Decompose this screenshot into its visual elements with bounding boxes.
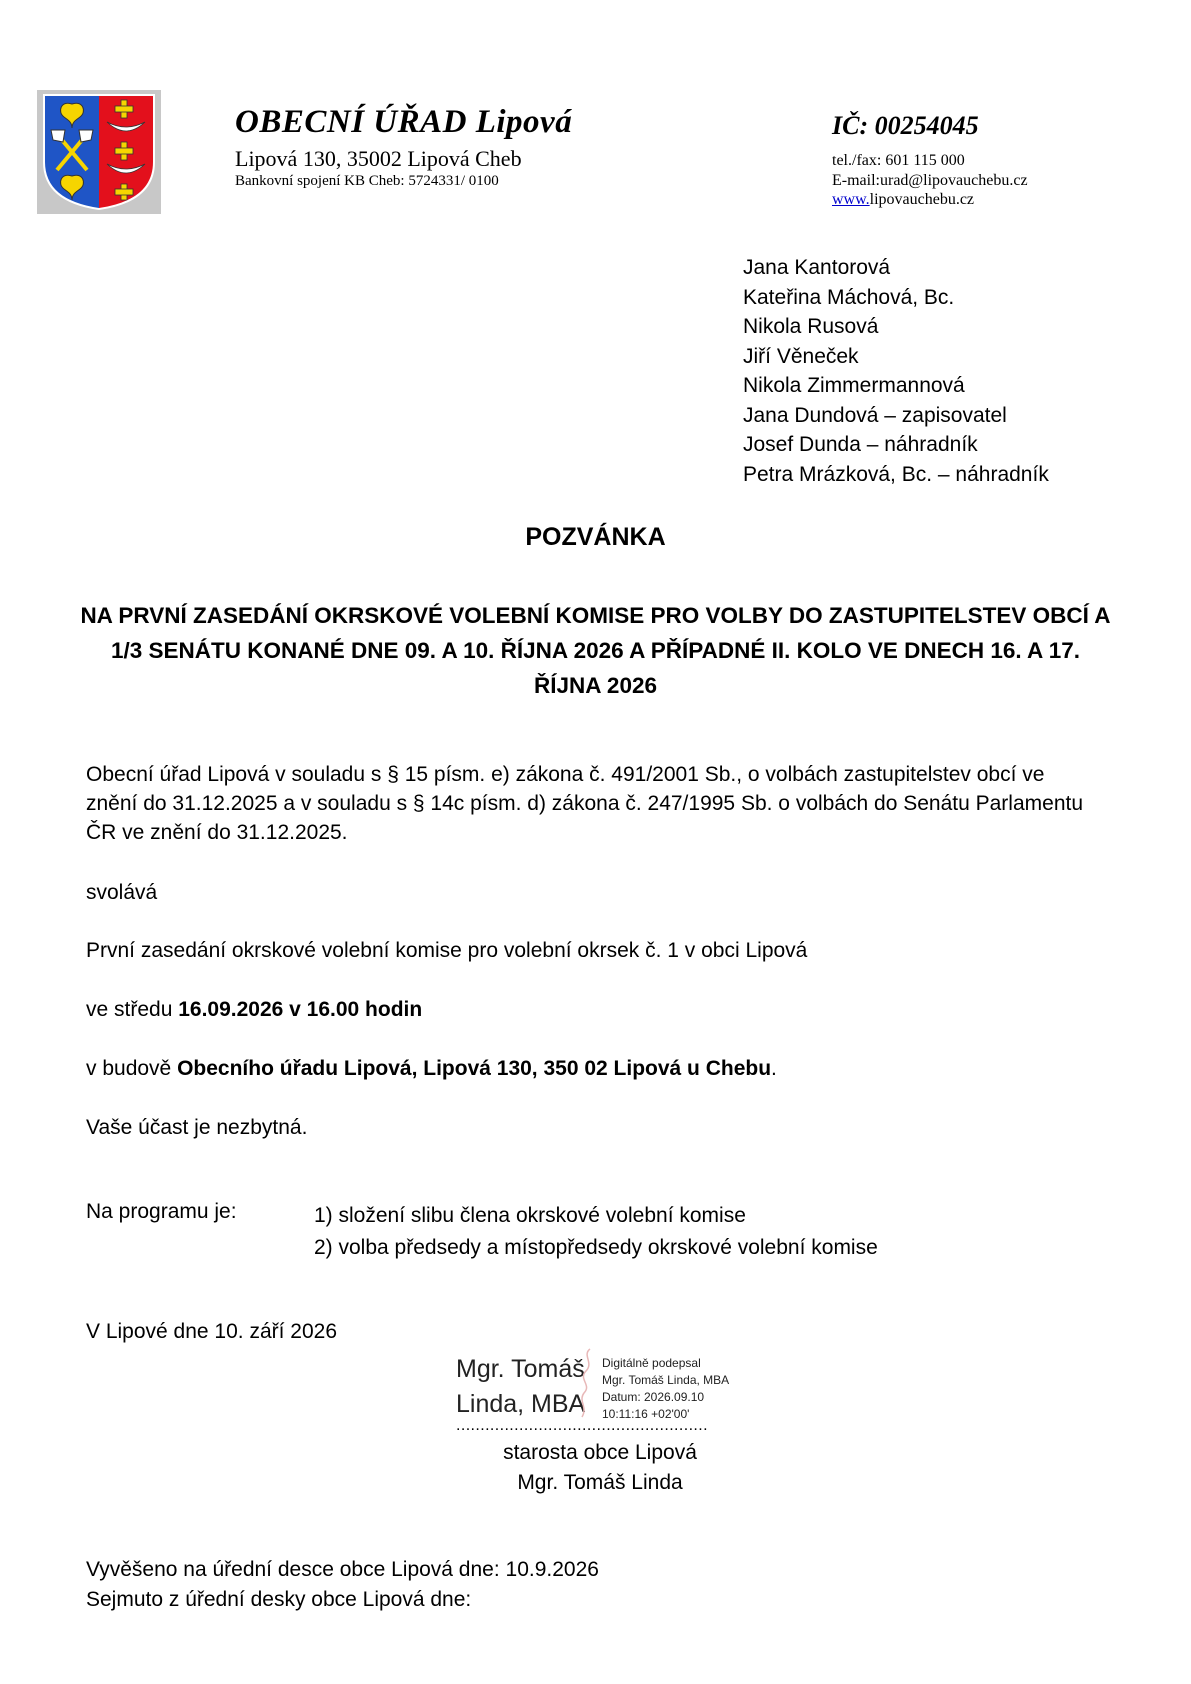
- recipient: Kateřina Máchová, Bc.: [743, 285, 955, 309]
- attendance-note: Vaše účast je nezbytná.: [86, 1116, 308, 1139]
- recipient: Jana Dundová – zapisovatel: [743, 403, 1007, 427]
- program-item: 1) složení slibu člena okrskové volební komise: [314, 1204, 746, 1227]
- recipient: Jana Kantorová: [743, 256, 891, 279]
- place-and-date: V Lipové dne 10. září 2026: [86, 1320, 338, 1343]
- signature-name-line: Mgr. Tomáš: [456, 1355, 585, 1383]
- program-item: 2) volba předsedy a místopředsedy okrskové volební komise: [314, 1236, 878, 1259]
- recipient: Petra Mrázková, Bc. – náhradník: [743, 462, 1049, 486]
- meeting-location-prefix: v budově: [86, 1057, 178, 1080]
- signature-name-line: Linda, MBA: [456, 1390, 586, 1418]
- digital-signature-stamp: [602, 1355, 729, 1423]
- office-ico: IČ: 00254045: [832, 111, 979, 140]
- stamp-line: Datum: 2026.09.10: [602, 1390, 705, 1404]
- recipient: Jiří Věneček: [743, 344, 859, 368]
- website-link-prefix[interactable]: www.: [832, 191, 870, 208]
- signatory-name: Mgr. Tomáš Linda: [517, 1471, 683, 1494]
- convenes-text: svolává: [86, 881, 158, 904]
- meeting-location-suffix: .: [771, 1057, 777, 1080]
- document-subheading: NA PRVNÍ ZASEDÁNÍ OKRSKOVÉ VOLEBNÍ KOMISE PRO VOLBY DO ZASTUPITELSTEV OBCÍ A 1/3 SENÁTU KONANÉ DNE 09. A 10. ŘÍJNA 2026 A PŘÍPADNÉ II. KOLO VE DNECH 16. A 17. ŘÍJNA 2026: [80, 603, 1111, 698]
- office-address: Lipová 130, 35002 Lipová Cheb: [235, 146, 522, 171]
- signature-line: ....................................................: [456, 1417, 708, 1434]
- office-title: OBECNÍ ÚŘAD Lipová: [235, 104, 573, 140]
- recipient-list: [743, 253, 1049, 489]
- office-email: E-mail:urad@lipovauchebu.cz: [832, 172, 1028, 189]
- office-bank-account: Bankovní spojení KB Cheb: 5724331/ 0100: [235, 173, 499, 189]
- meeting-datetime-value: 16.09.2026 v 16.00 hodin: [178, 998, 423, 1021]
- meeting-datetime: [86, 995, 422, 1024]
- recipient: Nikola Zimmermannová: [743, 374, 965, 397]
- website-link-domain[interactable]: lipovauchebu.cz: [869, 191, 975, 208]
- recipient: Josef Dunda – náhradník: [743, 433, 978, 456]
- program-list: [314, 1200, 878, 1264]
- removed-date-note: Sejmuto z úřední desky obce Lipová dne:: [86, 1588, 472, 1611]
- meeting-datetime-prefix: ve středu: [86, 998, 179, 1021]
- stamp-line: Mgr. Tomáš Linda, MBA: [602, 1373, 730, 1387]
- stamp-line: 10:11:16 +02'00': [602, 1407, 690, 1421]
- program-label: Na programu je:: [86, 1200, 237, 1223]
- office-phone: tel./fax: 601 115 000: [832, 152, 965, 169]
- posted-date-note: Vyvěšeno na úřední desce obce Lipová dne: 10.9.2026: [86, 1558, 599, 1581]
- office-website[interactable]: [832, 191, 974, 209]
- document-heading: POZVÁNKA: [525, 523, 666, 551]
- intro-paragraph: Obecní úřad Lipová v souladu s § 15 písm. e) zákona č. 491/2001 Sb., o volbách zastupitelstev obcí ve znění do 31.12.2025 a v souladu s § 14c písm. d) zákona č. 247/1995 Sb. o volbách do Senátu Parlamentu ČR ve znění do 31.12.2025.: [86, 763, 1084, 844]
- signatory-role: starosta obce Lipová: [503, 1441, 697, 1464]
- recipient: Nikola Rusová: [743, 315, 879, 338]
- municipal-coat-of-arms-icon: [37, 90, 161, 214]
- meeting-description: První zasedání okrskové volební komise pro volební okrsek č. 1 v obci Lipová: [86, 939, 808, 962]
- stamp-line: Digitálně podepsal: [602, 1356, 701, 1370]
- meeting-location: [86, 1054, 777, 1083]
- meeting-location-value: Obecního úřadu Lipová, Lipová 130, 350 02 Lipová u Chebu: [177, 1057, 772, 1080]
